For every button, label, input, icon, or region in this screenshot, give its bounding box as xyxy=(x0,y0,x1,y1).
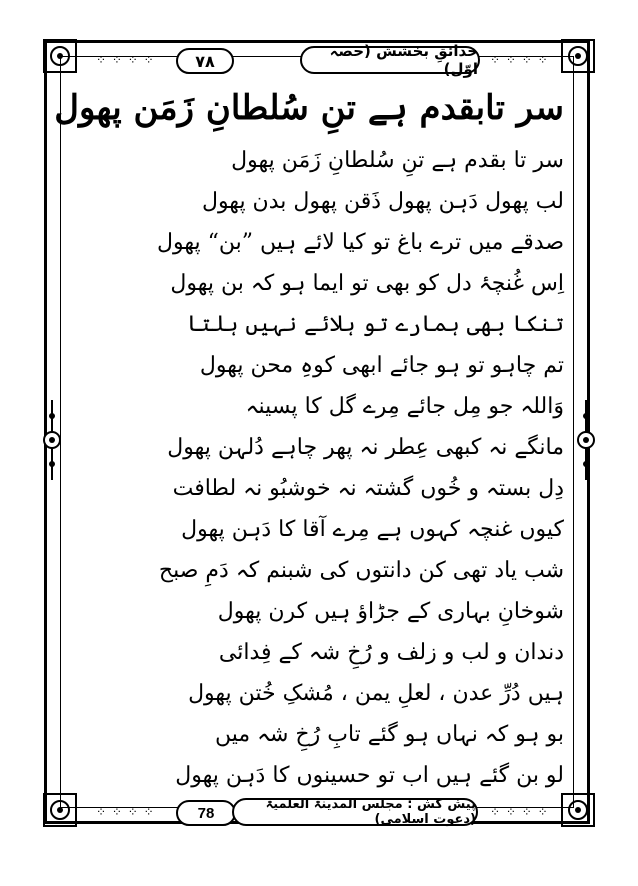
side-ornament-left xyxy=(40,400,64,480)
verse-line: دِل بستہ و خُوں گشتہ نہ خوشبُو نہ لطافت xyxy=(172,476,564,501)
verse-line: اِس غُنچۂ دل کو بھی تو ایما ہو کہ بن پھول xyxy=(170,271,564,296)
poem-title: سر تابقدم ہے تنِ سُلطانِ زَمَن پھول xyxy=(54,88,564,128)
verse-line: تم چاہو تو ہو جائے ابھی کوہِ محن پھول xyxy=(199,353,564,378)
dot-ornament-top-left: ⁘ ⁘ ⁘ ⁘ xyxy=(96,53,155,67)
dot-ornament-top-right: ⁘ ⁘ ⁘ ⁘ xyxy=(490,53,549,67)
verse-line: لو بن گئے ہیں اب تو حسینوں کا دَہن پھول xyxy=(175,763,564,788)
verse-line: مانگے نہ کبھی عِطر نہ پھر چاہے دُلہن پھول xyxy=(167,435,564,460)
verse-line: بو ہو کہ نہاں ہو گئے تابِ رُخِ شہ میں xyxy=(214,722,564,747)
footer-publisher: پیش کش : مجلس المدینۃ العلمیۃ (دعوتِ اسلامی) xyxy=(232,798,478,826)
corner-ornament-bottom-right xyxy=(558,790,598,830)
corner-ornament-bottom-left xyxy=(40,790,80,830)
verse-line: شب یاد تھی کن دانتوں کی شبنم کہ دَمِ صبح xyxy=(158,558,564,583)
verse-line: سر تا بقدم ہے تنِ سُلطانِ زَمَن پھول xyxy=(231,148,564,173)
verse-line: صدقے میں ترے باغ تو کیا لائے ہیں ”بن“ پھول xyxy=(157,230,564,255)
verse-line: شوخانِ بہاری کے جڑاؤ ہیں کرن پھول xyxy=(217,599,564,624)
verse-line: دندان و لب و زلف و رُخِ شہ کے فِدائی xyxy=(218,640,564,665)
verse-line: کیوں غنچہ کہوں ہے مِرے آقا کا دَہن پھول xyxy=(181,517,564,542)
dot-ornament-bottom-left: ⁘ ⁘ ⁘ ⁘ xyxy=(96,805,155,819)
corner-ornament-top-left xyxy=(40,36,80,76)
header-book-title: حدائقِ بخشش (حصہ اوّل) xyxy=(300,46,480,74)
dot-ornament-bottom-right: ⁘ ⁘ ⁘ ⁘ xyxy=(490,805,549,819)
header-page-number: ٧٨ xyxy=(176,48,234,74)
footer-page-number: 78 xyxy=(176,800,236,826)
verse-line: تنکا بھی ہمارے تو ہلائے نہیں ہلتا xyxy=(186,312,564,337)
poem-body xyxy=(72,140,574,796)
corner-ornament-top-right xyxy=(558,36,598,76)
verse-line: وَاللہ جو مِل جائے مِرے گل کا پسینہ xyxy=(245,394,564,419)
side-ornament-right xyxy=(574,400,598,480)
verse-line: ہیں دُرِّ عدن ، لعلِ یمن ، مُشکِ خُتن پھول xyxy=(188,681,564,706)
verse-line: لب پھول دَہن پھول ذَقن پھول بدن پھول xyxy=(201,189,564,214)
